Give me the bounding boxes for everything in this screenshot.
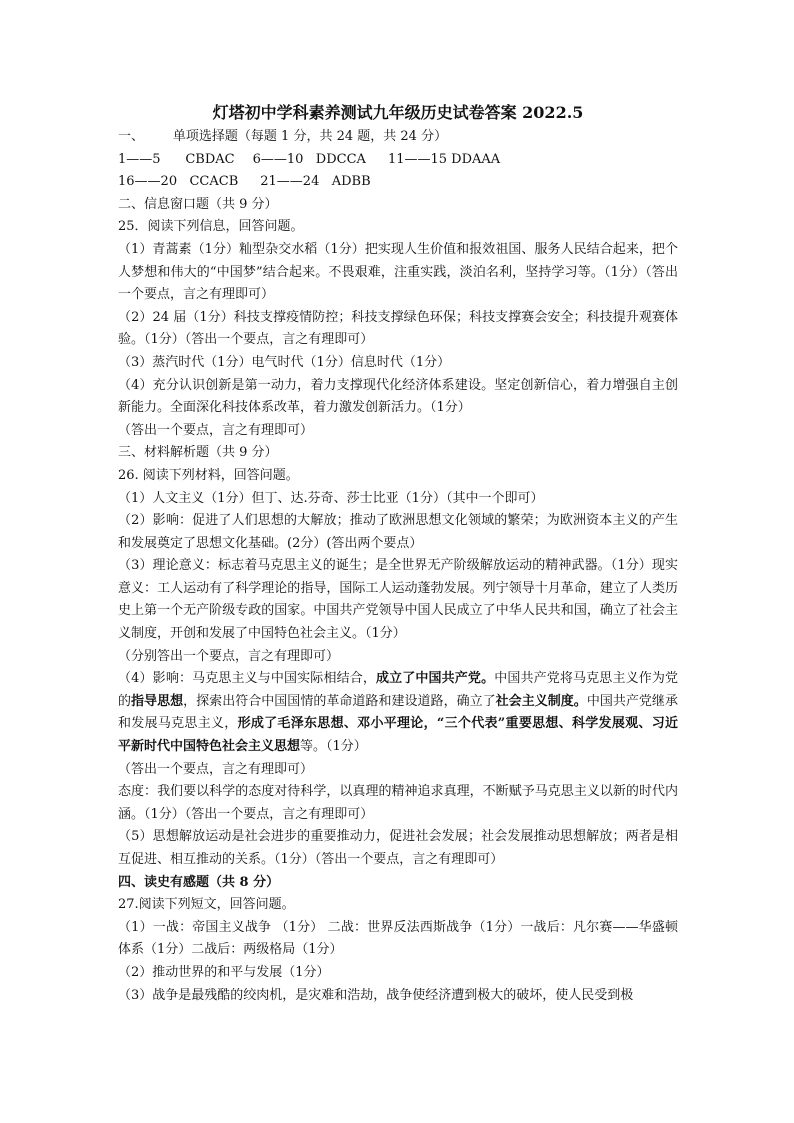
question-25-intro: 25．阅读下列信息，回答问题。 bbox=[118, 219, 304, 235]
question-25-part-4: （4）充分认识创新是第一动力，着力支撑现代化经济体系建设。坚定创新信心，着力增强自主创新能力。全面深化科技体系改革，着力激发创新活力。（1分） bbox=[118, 377, 678, 416]
bold-run: 成立了中国共产党。 bbox=[375, 671, 495, 687]
answer-group: 11——15 DDAAA bbox=[387, 151, 501, 167]
text-run: 等。（1分） bbox=[300, 739, 367, 755]
section-3-heading: 三、材料解析题（共 9 分） bbox=[118, 445, 278, 461]
question-25-part-1: （1）青蒿素（1分）籼型杂交水稻（1分）把实现人生价值和报效祖国、服务人民结合起来，把个人梦想和伟大的“中国梦”结合起来。不畏艰难，注重实践，淡泊名利，坚持学习等。（1分）（答出一个要点，言之有理即可） bbox=[118, 241, 678, 303]
question-26-part-3: （3）理论意义：标志着马克思主义的诞生；是全世界无产阶级解放运动的精神武器。（1分）现实意义：工人运动有了科学理论的指导，国际工人运动蓬勃发展。列宁领导十月革命，建立了人类历史上第一个无产阶级专政的国家。中国共产党领导中国人民成立了中华人民共和国，确立了社会主义制度，开创和发展了中国特色社会主义。（1分） bbox=[118, 558, 678, 642]
answer-group: 6——10 DDCCA bbox=[252, 151, 366, 167]
bold-run: 形成了毛泽东思想、邓小平理论，“三个代表”重要思想、科学发展观、习近平新时代中国特色社会主义思想 bbox=[118, 716, 678, 755]
answer-group: 21——24 ADBB bbox=[260, 174, 371, 190]
question-27-part-2: （2）推动世界的和平与发展（1分） bbox=[118, 964, 330, 980]
text-run: 中国共产党将马克思主义作为党的 bbox=[118, 671, 678, 709]
answer-document bbox=[118, 102, 678, 1007]
section-4-heading: 四、读史有感题（共 8 分） bbox=[118, 874, 280, 890]
text-run: （4）影响：马克思主义与中国实际相结合， bbox=[118, 671, 376, 687]
answer-group: 16——20 CCACB bbox=[118, 174, 239, 190]
answer-row-2 bbox=[118, 171, 678, 194]
question-25-part-2: （2）24 届（1分）科技支撑疫情防控；科技支撑绿色环保；科技支撑赛会安全；科技提升观赛体验。（1分）（答出一个要点，言之有理即可） bbox=[118, 309, 678, 348]
bold-run: 指导思想 bbox=[131, 693, 184, 709]
answer-row-1 bbox=[118, 149, 678, 172]
question-27-intro: 27.阅读下列短文，回答问题。 bbox=[118, 897, 295, 913]
text-run: 中国共产党继承和发展马克思主义， bbox=[118, 693, 678, 732]
question-27-part-1: （1）一战：帝国主义战争 （1分） 二战：世界反法西斯战争（1分）一战后：凡尔赛——华盛顿体系（1分）二战后：两级格局（1分） bbox=[118, 919, 678, 958]
question-26-part-3-note: （分别答出一个要点，言之有理即可） bbox=[118, 648, 340, 664]
section-2-heading: 二、信息窗口题（共 9 分） bbox=[118, 196, 278, 212]
page-title: 灯塔初中学科素养测试九年级历史试卷答案 2022.5 bbox=[212, 103, 584, 122]
question-25-part-4-note: （答出一个要点，言之有理即可） bbox=[118, 422, 314, 438]
question-26-attitude: 态度：我们要以科学的态度对待科学，以真理的精神追求真理，不断赋予马克思主义以新的时代内涵。（1分）（答出一个要点，言之有理即可） bbox=[118, 784, 678, 822]
question-26-intro: 26. 阅读下列材料，回答问题。 bbox=[118, 467, 299, 483]
question-26-part-1: （1）人文主义（1分）但丁、达.芬奇、莎士比亚（1分）（其中一个即可） bbox=[118, 490, 544, 506]
answer-group: 1——5 CBDAC bbox=[118, 151, 235, 167]
text-run: ，探索出符合中国国情的革命道路和建设道路，确立了 bbox=[183, 693, 496, 709]
question-26-part-5: （5）思想解放运动是社会进步的重要推动力，促进社会发展；社会发展推动思想解放；两者是相互促进、相互推动的关系。（1分）（答出一个要点，言之有理即可） bbox=[118, 829, 678, 867]
section-1-heading: 一、 单项选择题（每题 1 分，共 24 题，共 24 分） bbox=[118, 129, 448, 144]
question-27-part-3: （3）战争是最残酷的绞肉机，是灾难和浩劫，战争使经济遭到极大的破坏，使人民受到极 bbox=[118, 987, 634, 1003]
bold-run: 社会主义制度。 bbox=[495, 693, 587, 709]
question-25-part-3: （3）蒸汽时代（1分）电气时代（1分）信息时代（1分） bbox=[118, 354, 451, 370]
question-26-part-2: （2）影响：促进了人们思想的大解放；推动了欧洲思想文化领域的繁荣；为欧洲资本主义的产生和发展奠定了思想文化基础。(2分）(答出两个要点） bbox=[118, 513, 678, 551]
question-26-part-4-note: （答出一个要点，言之有理即可） bbox=[118, 761, 314, 777]
question-26-part-4 bbox=[118, 668, 678, 758]
